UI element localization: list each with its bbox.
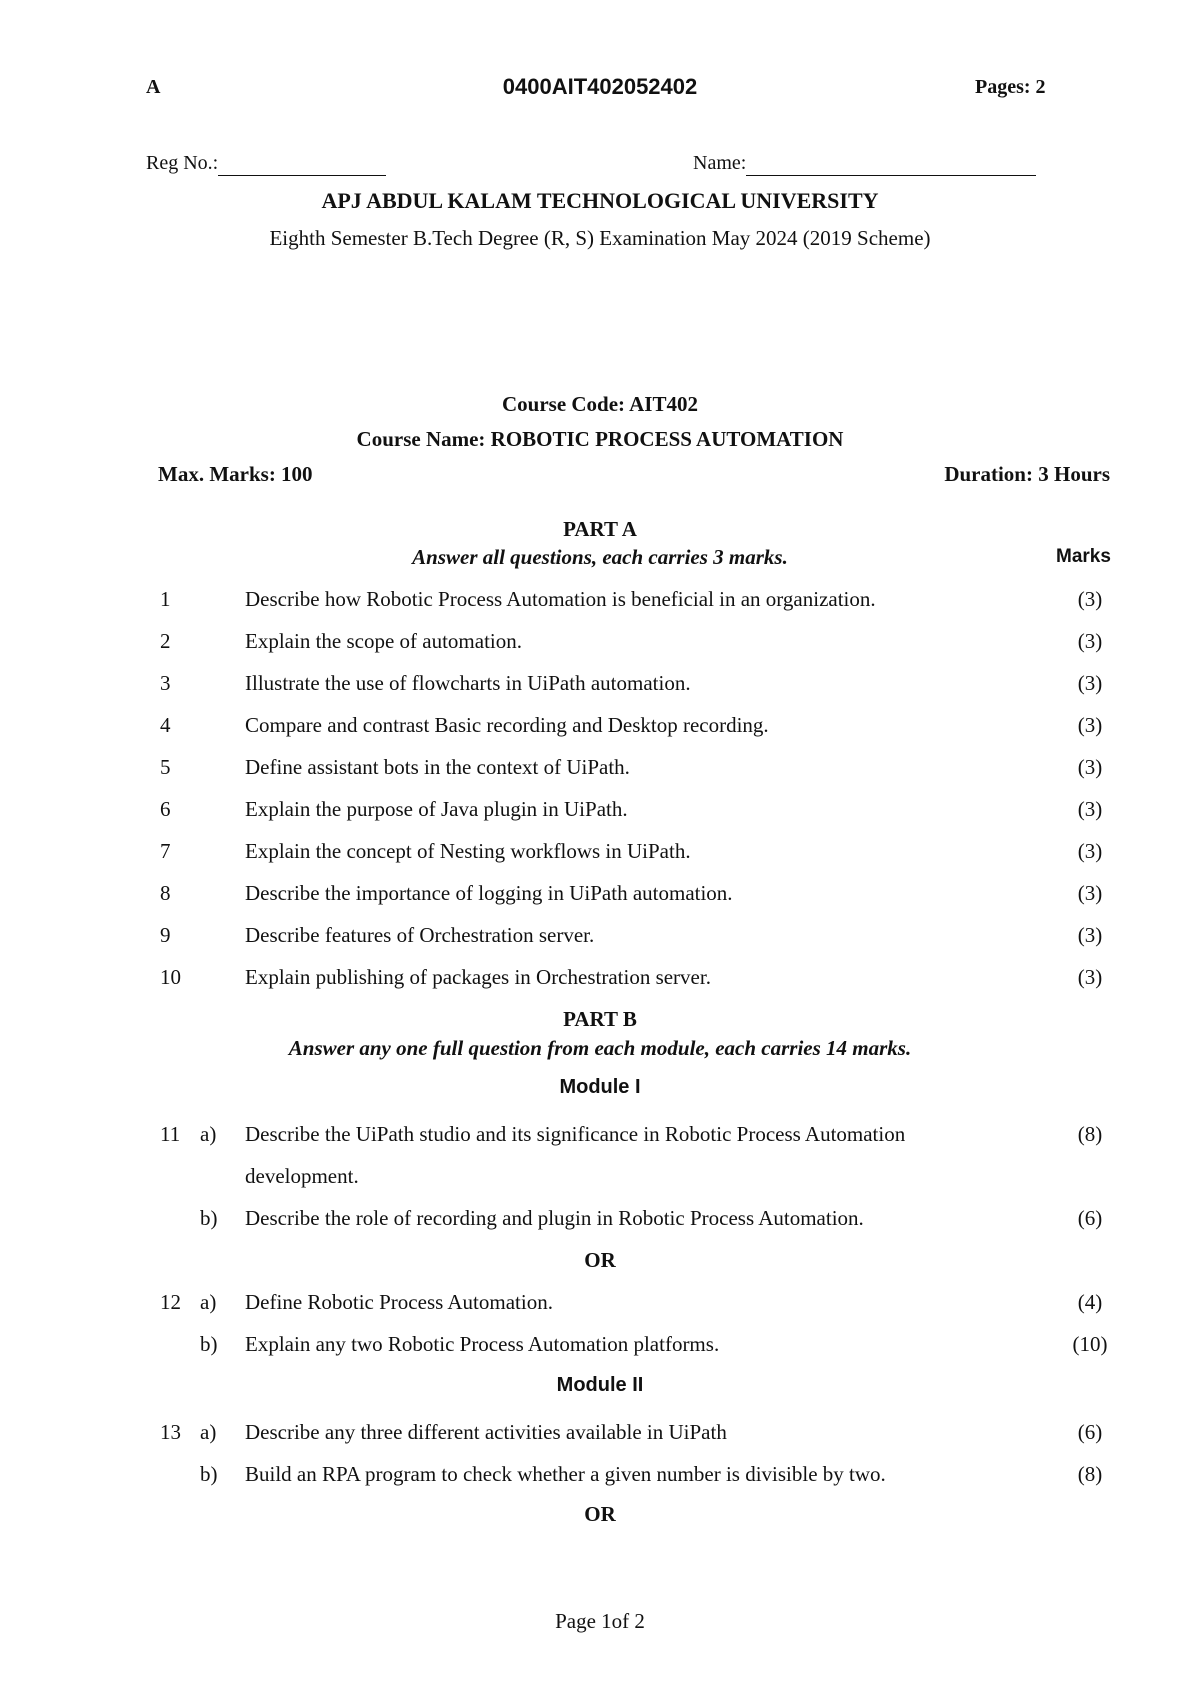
question-text: Build an RPA program to check whether a given number is divisible by two. [245, 1462, 886, 1486]
or-divider: OR [584, 1248, 616, 1272]
part-a-title: PART A [563, 517, 637, 541]
course-name: Course Name: ROBOTIC PROCESS AUTOMATION [356, 427, 844, 451]
name-blank [746, 152, 1036, 176]
page-footer: Page 1of 2 [555, 1609, 645, 1633]
sub-question-label: b) [200, 1462, 218, 1486]
part-b-instruction: Answer any one full question from each module, each carries 14 marks. [288, 1036, 912, 1060]
page-count: Pages: 2 [975, 76, 1046, 98]
question-marks: (3) [1077, 671, 1103, 695]
paper-code: 0400AIT402052402 [502, 74, 698, 99]
question-marks: (3) [1077, 923, 1103, 947]
question-number: 13 [160, 1420, 181, 1444]
question-marks: (10) [1072, 1332, 1108, 1356]
question-marks: (6) [1077, 1206, 1103, 1230]
sub-question-label: b) [200, 1332, 218, 1356]
question-text: Explain the concept of Nesting workflows in UiPath. [245, 839, 691, 863]
question-marks: (6) [1077, 1420, 1103, 1444]
or-divider: OR [584, 1502, 616, 1526]
marks-header: Marks [1056, 546, 1111, 567]
question-number: 5 [160, 755, 171, 779]
question-marks: (8) [1077, 1462, 1103, 1486]
reg-no-blank [218, 152, 386, 176]
sub-question-label: a) [200, 1122, 217, 1146]
question-text: Describe the importance of logging in UiPath automation. [245, 881, 733, 905]
max-marks: Max. Marks: 100 [158, 462, 313, 486]
question-text: Explain publishing of packages in Orchestration server. [245, 965, 711, 989]
question-number: 4 [160, 713, 171, 737]
question-text: Explain the scope of automation. [245, 629, 523, 653]
question-marks: (3) [1077, 629, 1103, 653]
question-text: Define assistant bots in the context of UiPath. [245, 755, 630, 779]
question-marks: (3) [1077, 965, 1103, 989]
question-marks: (3) [1077, 713, 1103, 737]
module-1-heading: Module I [559, 1076, 641, 1098]
question-text: Describe how Robotic Process Automation is beneficial in an organization. [245, 587, 876, 611]
question-marks: (4) [1077, 1290, 1103, 1314]
exam-title: Eighth Semester B.Tech Degree (R, S) Examination May 2024 (2019 Scheme) [269, 226, 931, 250]
question-text: Compare and contrast Basic recording and Desktop recording. [245, 713, 769, 737]
sub-question-label: a) [200, 1290, 217, 1314]
question-number: 11 [160, 1122, 181, 1146]
duration: Duration: 3 Hours [944, 462, 1110, 486]
question-marks: (3) [1077, 839, 1103, 863]
question-marks: (3) [1077, 587, 1103, 611]
question-text-continued: development. [245, 1164, 359, 1188]
question-text: Define Robotic Process Automation. [245, 1290, 553, 1314]
question-text: Describe the UiPath studio and its significance in Robotic Process Automation [245, 1122, 906, 1146]
module-2-heading: Module II [556, 1374, 644, 1396]
name-label: Name: [693, 152, 747, 174]
question-number: 9 [160, 923, 171, 947]
reg-no-field [146, 152, 386, 176]
course-code: Course Code: AIT402 [501, 392, 698, 416]
question-marks: (8) [1077, 1122, 1103, 1146]
sub-question-label: b) [200, 1206, 218, 1230]
question-marks: (3) [1077, 755, 1103, 779]
question-text: Describe the role of recording and plugin in Robotic Process Automation. [245, 1206, 864, 1230]
question-text: Describe any three different activities available in UiPath [245, 1420, 727, 1444]
series-letter: A [146, 76, 161, 98]
sub-question-label: a) [200, 1420, 217, 1444]
question-number: 7 [160, 839, 171, 863]
question-number: 12 [160, 1290, 181, 1314]
reg-no-label: Reg No.: [146, 152, 219, 174]
question-number: 3 [160, 671, 171, 695]
question-number: 8 [160, 881, 171, 905]
university-name: APJ ABDUL KALAM TECHNOLOGICAL UNIVERSITY [321, 188, 879, 213]
question-text: Explain any two Robotic Process Automation platforms. [245, 1332, 720, 1356]
question-number: 6 [160, 797, 171, 821]
part-b-title: PART B [563, 1007, 637, 1031]
question-text: Illustrate the use of flowcharts in UiPath automation. [245, 671, 691, 695]
question-text: Explain the purpose of Java plugin in UiPath. [245, 797, 628, 821]
part-a-instruction: Answer all questions, each carries 3 marks. [412, 545, 788, 569]
question-number: 2 [160, 629, 171, 653]
question-text: Describe features of Orchestration server. [245, 923, 595, 947]
question-marks: (3) [1077, 797, 1103, 821]
name-field [693, 152, 1036, 176]
question-marks: (3) [1077, 881, 1103, 905]
question-number: 1 [160, 587, 171, 611]
question-number: 10 [160, 965, 181, 989]
